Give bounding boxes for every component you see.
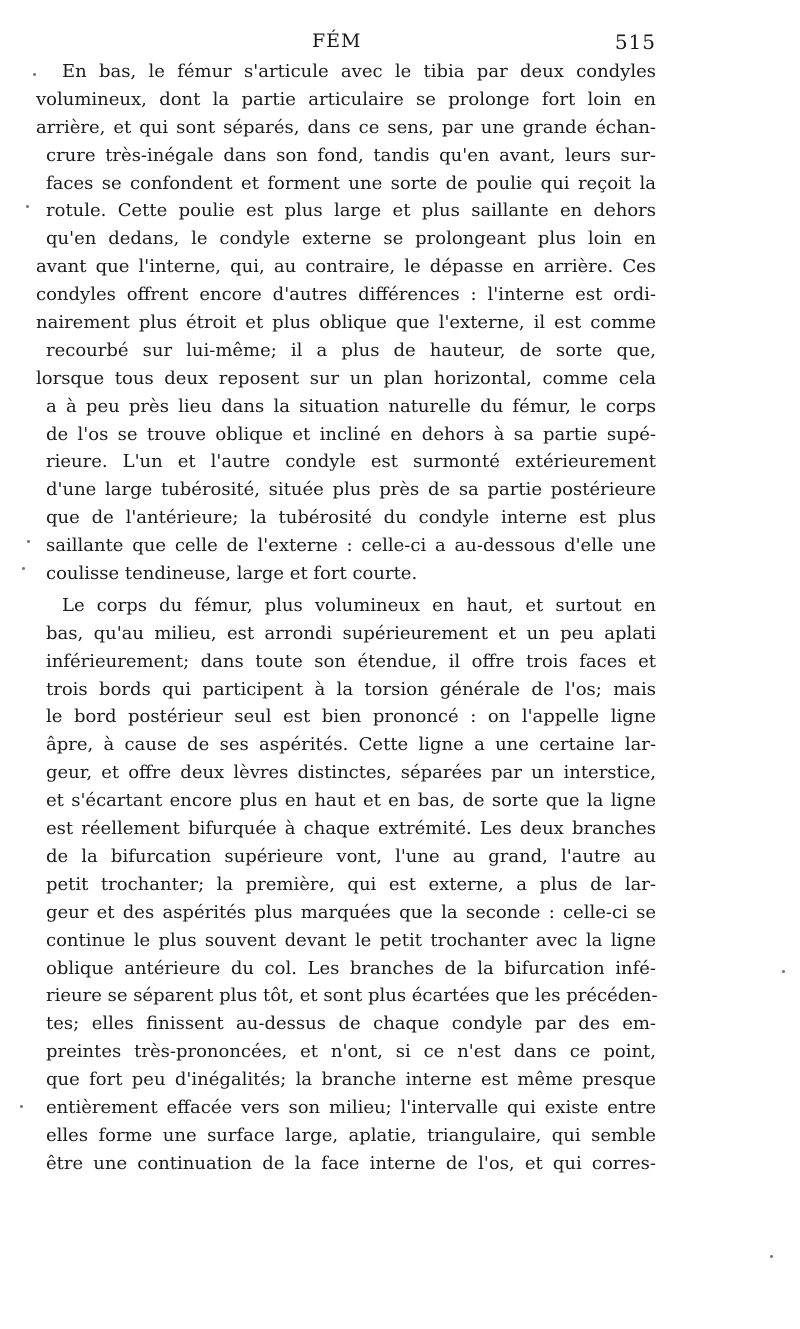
text-line: de la bifurcation supérieure vont, l'une au grand, l'autre au — [46, 845, 656, 867]
text-line: entièrement effacée vers son milieu; l'intervalle qui existe entre — [46, 1096, 656, 1118]
text-line: coulisse tendineuse, large et fort courte. — [46, 563, 418, 585]
paragraph-condyles — [36, 58, 656, 588]
page-number: 515 — [614, 30, 656, 54]
margin-speck — [33, 73, 36, 76]
text-line: a à peu près lieu dans la situation naturelle du fémur, le corps — [46, 395, 656, 417]
text-line: qu'en dedans, le condyle externe se prolongeant plus loin en — [46, 228, 656, 250]
text-line: avant que l'interne, qui, au contraire, le dépasse en arrière. Ces — [36, 256, 656, 278]
text-line: et s'écartant encore plus en haut et en bas, de sorte que la ligne — [46, 790, 656, 812]
text-line: bas, qu'au milieu, est arrondi supérieurement et un peu aplati — [46, 622, 656, 644]
text-line: geur, et offre deux lèvres distinctes, séparées par un interstice, — [46, 762, 656, 784]
margin-speck — [27, 540, 30, 543]
text-line: que fort peu d'inégalités; la branche interne est même presque — [46, 1069, 656, 1091]
text-line: d'une large tubérosité, située plus près de sa partie postérieure — [46, 479, 656, 501]
running-head: FÉM — [312, 30, 362, 52]
text-line: faces se confondent et forment une sorte de poulie qui reçoit la — [46, 172, 656, 194]
text-line: rieure se séparent plus tôt, et sont plus écartées que les précéden- — [46, 985, 658, 1007]
text-line: condyles offrent encore d'autres différences : l'interne est ordi- — [36, 284, 656, 306]
text-line: elles forme une surface large, aplatie, triangulaire, qui semble — [46, 1124, 656, 1146]
page-header — [36, 30, 656, 58]
text-line: continue le plus souvent devant le petit trochanter avec la ligne — [46, 929, 656, 951]
text-line: tes; elles finissent au-dessus de chaque condyle par des em- — [46, 1013, 656, 1035]
text-line: âpre, à cause de ses aspérités. Cette ligne a une certaine lar- — [46, 734, 656, 756]
text-line: rieure. L'un et l'autre condyle est surmonté extérieurement — [46, 451, 656, 473]
text-line: arrière, et qui sont séparés, dans ce sens, par une grande échan- — [36, 116, 656, 138]
text-line: recourbé sur lui-même; il a plus de hauteur, de sorte que, — [46, 339, 656, 361]
body-text — [36, 58, 656, 1178]
text-line: petit trochanter; la première, qui est externe, a plus de lar- — [46, 873, 656, 895]
text-line: crure très-inégale dans son fond, tandis qu'en avant, leurs sur- — [46, 144, 656, 166]
margin-speck — [26, 205, 29, 208]
text-line: Le corps du fémur, plus volumineux en haut, et surtout en — [62, 594, 656, 616]
text-line: est réellement bifurquée à chaque extrémité. Les deux branches — [46, 818, 656, 840]
text-line: lorsque tous deux reposent sur un plan horizontal, comme cela — [36, 367, 656, 389]
margin-speck — [782, 970, 785, 973]
text-line: geur et des aspérités plus marquées que la seconde : celle-ci se — [46, 901, 656, 923]
text-line: nairement plus étroit et plus oblique que l'externe, il est comme — [36, 312, 656, 334]
text-line: le bord postérieur seul est bien prononcé : on l'appelle ligne — [46, 706, 656, 728]
text-line: En bas, le fémur s'articule avec le tibia par deux condyles — [62, 61, 656, 82]
margin-speck — [770, 1255, 773, 1258]
text-line: oblique antérieure du col. Les branches de la bifurcation infé- — [46, 957, 656, 979]
text-line: rotule. Cette poulie est plus large et plus saillante en dehors — [46, 200, 656, 222]
margin-speck — [22, 567, 25, 570]
text-line: de l'os se trouve oblique et incliné en dehors à sa partie supé- — [46, 423, 656, 445]
text-line: trois bords qui participent à la torsion générale de l'os; mais — [46, 678, 656, 700]
text-line: que de l'antérieure; la tubérosité du condyle interne est plus — [46, 507, 656, 529]
margin-speck — [20, 1105, 23, 1108]
text-line: inférieurement; dans toute son étendue, il offre trois faces et — [46, 650, 656, 672]
paragraph-corps-du-femur — [36, 592, 656, 1178]
text-line: être une continuation de la face interne de l'os, et qui corres- — [46, 1152, 656, 1174]
text-line: volumineux, dont la partie articulaire se prolonge fort loin en — [36, 88, 656, 110]
text-line: saillante que celle de l'externe : celle-ci a au-dessous d'elle une — [46, 535, 656, 557]
text-line: preintes très-prononcées, et n'ont, si ce n'est dans ce point, — [46, 1041, 656, 1063]
